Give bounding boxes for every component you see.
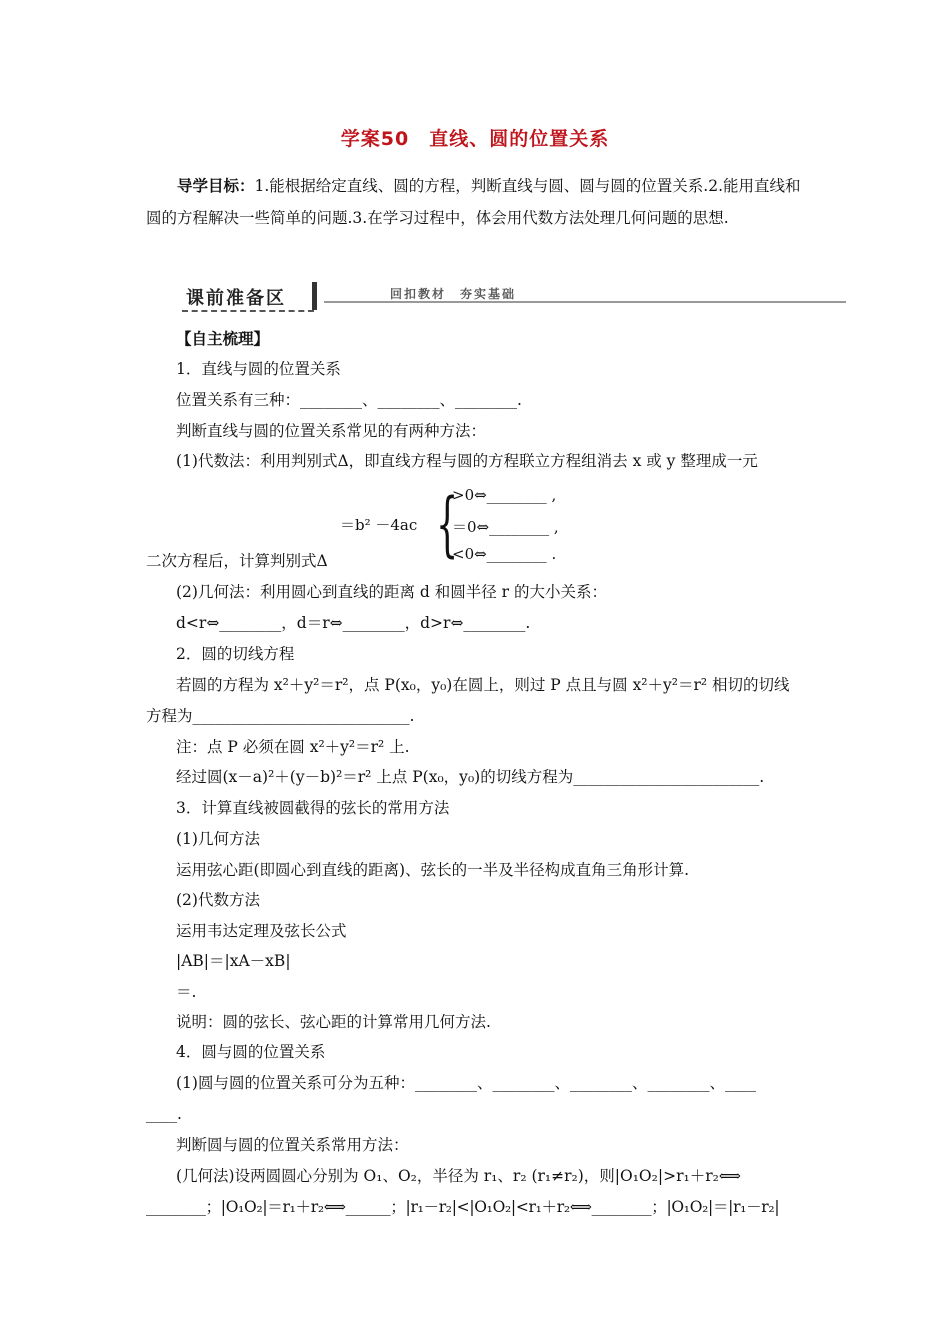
discriminant-expression: ＝b² －4ac (340, 516, 418, 534)
text-line: d<r⇔________，d＝r⇔________，d>r⇔________. (176, 614, 531, 632)
text-line: 3．计算直线被圆截得的弦长的常用方法 (176, 799, 450, 817)
banner-label: 课前准备区 (186, 288, 286, 309)
text-line: 若圆的方程为 x²＋y²＝r²，点 P(x₀，y₀)在圆上，则过 P 点且与圆 x²＋y²＝r² 相切的切线 (176, 676, 790, 694)
formula-line: |AB|＝|xA－xB| (176, 952, 291, 970)
text-line: 运用弦心距(即圆心到直线的距离)、弦长的一半及半径构成直角三角形计算. (176, 861, 690, 879)
case-negative: <0⇔________ . (452, 545, 557, 563)
text-line: (2)几何法：利用圆心到直线的距离 d 和圆半径 r 的大小关系： (176, 583, 607, 601)
text-line: 二次方程后，计算判别式Δ (146, 552, 328, 570)
brace-symbol: { (436, 483, 459, 565)
text-line: 运用韦达定理及弦长公式 (176, 922, 347, 940)
text-line: 判断圆与圆的位置关系常用方法： (176, 1136, 409, 1154)
text-line: 1．直线与圆的位置关系 (176, 360, 341, 378)
case-positive: >0⇔________ , (452, 486, 557, 504)
discriminant-cases (340, 484, 570, 574)
section-banner (178, 280, 846, 314)
banner-subtitle: 回扣教材 夯实基础 (390, 287, 517, 301)
text-line: ________；|O₁O₂|＝r₁＋r₂⟺______；|r₁－r₂|<|O₁O₂|<r₁＋r₂⟺________；|O₁O₂|＝|r₁－r₂| (146, 1198, 780, 1216)
text-line: (1)圆与圆的位置关系可分为五种：________、________、________、________、____ (176, 1074, 756, 1092)
formula-line: ＝. (176, 983, 197, 1001)
text-line: 判断直线与圆的位置关系常见的有两种方法： (176, 422, 487, 440)
text-line: 方程为____________________________. (146, 707, 415, 725)
banner-divider (312, 282, 317, 310)
text-line: (几何法)设两圆圆心分别为 O₁、O₂，半径为 r₁、r₂ (r₁≠r₂)，则|O₁O₂|>r₁＋r₂⟺ (176, 1167, 742, 1185)
page-title: 学案50 直线、圆的位置关系 (340, 128, 610, 150)
goal-text: 1.能根据给定直线、圆的方程，判断直线与圆、圆与圆的位置关系.2.能用直线和圆的方程解决一些简单的问题.3.在学习过程中，体会用代数方法处理几何问题的思想. (146, 177, 801, 227)
text-line: 经过圆(x－a)²＋(y－b)²＝r² 上点 P(x₀，y₀)的切线方程为________________________. (176, 768, 765, 786)
banner-dash (182, 310, 314, 312)
learning-goal (146, 170, 808, 234)
goal-label: 导学目标： (177, 177, 255, 195)
text-line: 注：点 P 必须在圆 x²＋y²＝r² 上. (176, 738, 410, 756)
case-zero: ＝0⇔________ , (452, 518, 559, 536)
text-line: 位置关系有三种：________、________、________. (176, 391, 522, 409)
text-line: (2)代数方法 (176, 891, 260, 909)
section-heading: 【自主梳理】 (176, 330, 270, 348)
text-line: 说明：圆的弦长、弦心距的计算常用几何方法. (176, 1013, 491, 1031)
text-line: (1)代数法：利用判别式Δ，即直线方程与圆的方程联立方程组消去 x 或 y 整理成一元 (176, 452, 758, 470)
text-line: 2．圆的切线方程 (176, 645, 295, 663)
text-line: 4．圆与圆的位置关系 (176, 1043, 326, 1061)
text-line: (1)几何方法 (176, 830, 260, 848)
text-line: ____. (146, 1105, 182, 1123)
